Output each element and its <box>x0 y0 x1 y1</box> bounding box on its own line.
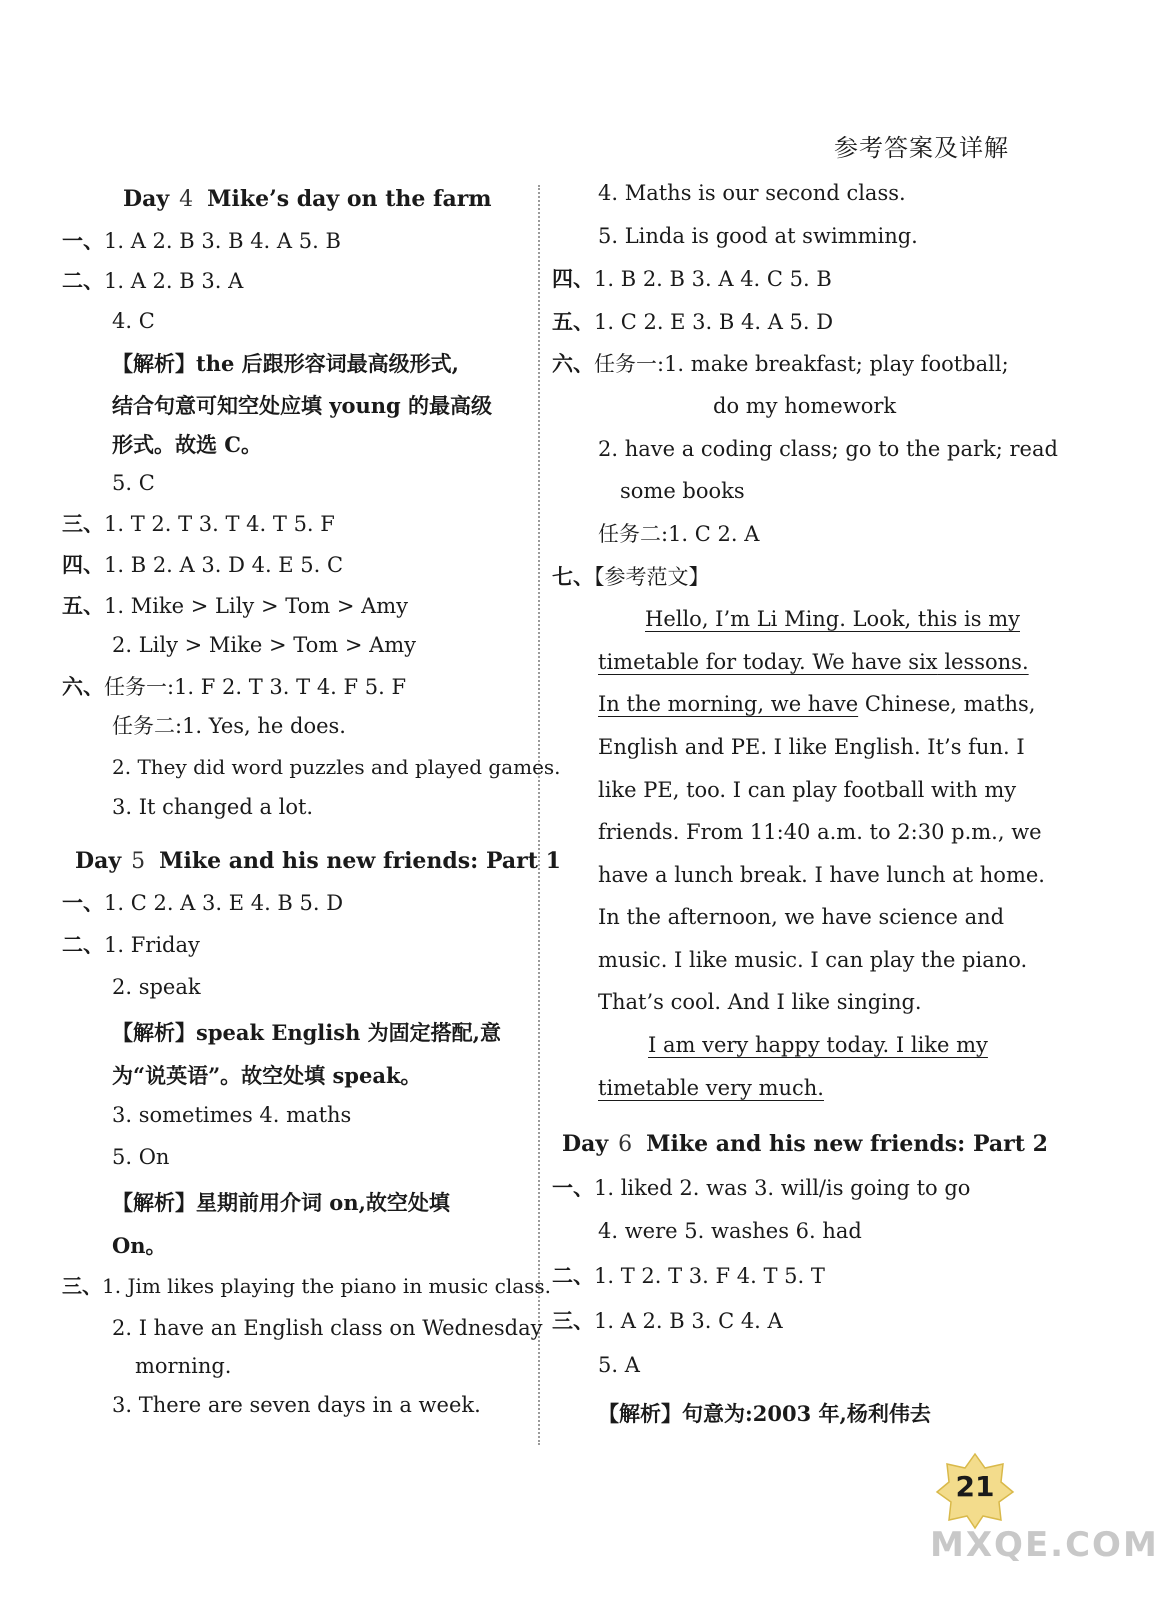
watermark-logo: MXQE.COM <box>930 1525 1159 1565</box>
answer-line <box>62 230 341 252</box>
answer-line <box>62 934 200 956</box>
answer-line <box>62 554 343 576</box>
answer-text: 1. T 2. T 3. T 4. T 5. F <box>104 512 335 536</box>
answer-line: 2. Lily > Mike > Tom > Amy <box>112 633 417 657</box>
essay-line: That’s cool. And I like singing. <box>598 990 922 1014</box>
answer-line: 3. There are seven days in a week. <box>112 1393 481 1417</box>
answer-line: 2. have a coding class; go to the park; read <box>598 437 1058 461</box>
day-number: 4 <box>179 187 194 212</box>
answer-line: some books <box>620 479 745 503</box>
analysis-text: On。 <box>112 1233 167 1258</box>
essay-line: Hello, I’m Li Ming. Look, this is my <box>645 607 1020 631</box>
answer-line <box>62 1276 551 1296</box>
essay-line: timetable very much. <box>598 1076 824 1100</box>
section-number: 四、 <box>552 266 594 291</box>
answer-line: 3. It changed a lot. <box>112 795 314 819</box>
essay-line: I am very happy today. I like my <box>648 1033 988 1057</box>
answer-line: 2. speak <box>112 975 201 999</box>
answer-text: 1. A 2. B 3. B 4. A 5. B <box>104 229 341 253</box>
analysis-text: 【解析】星期前用介词 on,故空处填 <box>112 1190 450 1215</box>
analysis-text: 【解析】speak English 为固定搭配,意 <box>112 1020 501 1045</box>
answer-line: morning. <box>135 1354 232 1378</box>
answer-text: 1. B 2. A 3. D 4. E 5. C <box>104 553 344 577</box>
analysis-text: 结合句意可知空处应填 young 的最高级 <box>112 393 493 418</box>
essay-line: like PE, too. I can play football with my <box>598 778 1017 802</box>
essay-line: English and PE. I like English. It’s fun. I <box>598 735 1025 759</box>
answer-line <box>552 1310 783 1332</box>
day-label: Day <box>75 848 122 874</box>
section-number: 一、 <box>552 1175 594 1200</box>
analysis-text: 【解析】句意为:2003 年,杨利伟去 <box>598 1401 931 1426</box>
answer-line: 5. Linda is good at swimming. <box>598 224 918 248</box>
answer-line <box>552 566 710 588</box>
page-header: 参考答案及详解 <box>834 134 1009 162</box>
section-number: 六、 <box>62 674 104 699</box>
day-title: Mike and his new friends: Part 1 <box>159 848 561 874</box>
essay-line: music. I like music. I can play the piano. <box>598 948 1028 972</box>
section-number: 二、 <box>552 1263 594 1288</box>
answer-text: 1. Mike > Lily > Tom > Amy <box>104 594 409 618</box>
day-number: 5 <box>131 849 146 874</box>
essay-underlined: lessons. <box>937 650 1029 674</box>
answer-line <box>552 353 1009 375</box>
essay-line: have a lunch break. I have lunch at home. <box>598 863 1045 887</box>
day-number: 6 <box>618 1132 633 1157</box>
section-number: 一、 <box>62 890 104 915</box>
answer-line <box>62 595 408 617</box>
page-number-badge <box>935 1450 1015 1530</box>
section-number: 四、 <box>62 552 104 577</box>
section-number: 三、 <box>62 511 104 536</box>
day6-heading <box>562 1133 1048 1156</box>
answer-text: 1. A 2. B 3. C 4. A <box>594 1309 783 1333</box>
answer-line <box>552 1265 825 1287</box>
answer-text: 任务一:1. make breakfast; play football; <box>594 352 1009 376</box>
analysis-text: 形式。故选 C。 <box>112 432 263 457</box>
answer-text: 1. C 2. E 3. B 4. A 5. D <box>594 310 834 334</box>
section-number: 五、 <box>552 309 594 334</box>
answer-text: 1. Friday <box>104 933 200 957</box>
essay-line <box>598 694 1035 715</box>
day-label: Day <box>123 186 170 212</box>
answer-line: 5. A <box>598 1353 640 1377</box>
section-number: 三、 <box>62 1274 102 1298</box>
page-number: 21 <box>955 1470 995 1503</box>
answer-line: 4. Maths is our second class. <box>598 181 906 205</box>
essay-text: Chinese, maths, <box>858 692 1036 716</box>
answer-line: 5. On <box>112 1145 170 1169</box>
answer-text: 1. C 2. A 3. E 4. B 5. D <box>104 891 344 915</box>
essay-underlined: In the morning, we have <box>598 692 859 716</box>
section-number: 一、 <box>62 228 104 253</box>
answer-line: 任务二:1. Yes, he does. <box>112 714 346 738</box>
answer-line: 2. They did word puzzles and played games. <box>112 755 561 779</box>
section-number: 五、 <box>62 593 104 618</box>
answer-text: 1. liked 2. was 3. will/is going to go <box>594 1176 971 1200</box>
answer-text: 1. B 2. B 3. A 4. C 5. B <box>594 267 832 291</box>
answer-line: 5. C <box>112 471 155 495</box>
section-number: 六、 <box>552 351 594 376</box>
answer-line: do my homework <box>713 394 897 418</box>
answer-text: 1. T 2. T 3. F 4. T 5. T <box>594 1264 825 1288</box>
answer-line: 4. were 5. washes 6. had <box>598 1219 862 1243</box>
answer-line: 2. I have an English class on Wednesday <box>112 1316 543 1340</box>
answer-line <box>552 1177 970 1199</box>
answer-line <box>62 892 343 914</box>
day-title: Mike’s day on the farm <box>207 186 492 212</box>
answer-line <box>552 268 832 290</box>
answer-line: 4. C <box>112 309 155 333</box>
essay-line <box>598 652 1029 673</box>
column-divider <box>538 185 540 1445</box>
day5-heading <box>75 850 561 873</box>
answer-line: 任务二:1. C 2. A <box>598 522 760 546</box>
answer-line <box>62 270 243 292</box>
section-number: 七、 <box>552 564 594 589</box>
answer-line <box>62 676 406 698</box>
essay-underlined: timetable for today. We have six <box>598 650 938 674</box>
answer-line <box>62 513 335 535</box>
analysis-text: 【解析】the 后跟形容词最高级形式, <box>112 351 459 376</box>
answer-text: 任务一:1. F 2. T 3. T 4. F 5. F <box>104 675 407 699</box>
answer-text: 1. A 2. B 3. A <box>104 269 244 293</box>
essay-line: In the afternoon, we have science and <box>598 905 1005 929</box>
section-number: 三、 <box>552 1308 594 1333</box>
answer-text: 1. Jim likes playing the piano in music class. <box>102 1274 552 1298</box>
day-title: Mike and his new friends: Part 2 <box>646 1131 1048 1157</box>
analysis-text: 为“说英语”。故空处填 speak。 <box>112 1063 422 1088</box>
section-number: 二、 <box>62 268 104 293</box>
section-number: 二、 <box>62 932 104 957</box>
answer-line: 3. sometimes 4. maths <box>112 1103 352 1127</box>
day-label: Day <box>562 1131 609 1157</box>
day4-heading <box>123 188 492 211</box>
answer-text: 【参考范文】 <box>594 565 710 589</box>
essay-line: friends. From 11:40 a.m. to 2:30 p.m., we <box>598 820 1042 844</box>
answer-line <box>552 311 833 333</box>
